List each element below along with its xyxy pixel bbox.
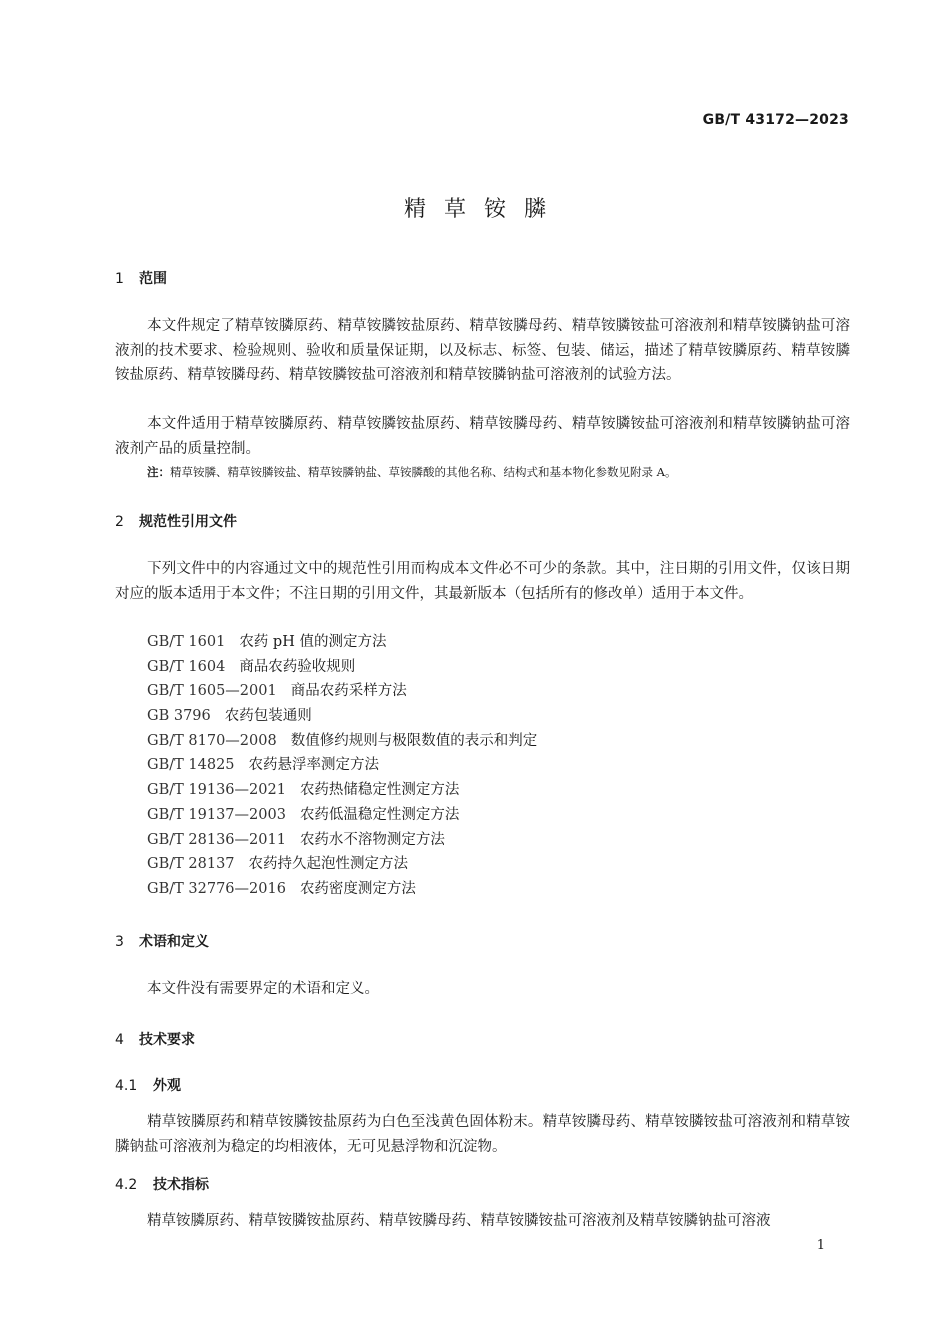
paragraph-text: 下列文件中的内容通过文中的规范性引用而构成本文件必不可少的条款。其中，注日期的引用文件，仅该日期对应的版本适用于本文件；不注日期的引用文件，其最新版本（包括所有的修改单）适用于本文件。 (115, 561, 850, 602)
section-2-paragraph-1 (115, 557, 850, 606)
reference-title: 农药 pH 值的测定方法 (239, 634, 387, 650)
paragraph-text: 精草铵膦原药和精草铵膦铵盐原药为白色至浅黄色固体粉末。精草铵膦母药、精草铵膦铵盐可溶液剂和精草铵膦钠盐可溶液剂为稳定的均相液体，无可见悬浮物和沉淀物。 (115, 1114, 850, 1155)
section-1-note (147, 463, 850, 481)
reference-code: GB/T 28137 (147, 856, 235, 873)
reference-item (147, 828, 847, 853)
reference-code: GB/T 1605—2001 (147, 683, 277, 700)
section-number: 2 (115, 514, 124, 530)
section-number: 4.2 (115, 1177, 138, 1193)
section-4-1-paragraph (115, 1110, 850, 1159)
section-number: 3 (115, 934, 124, 950)
section-title: 规范性引用文件 (139, 514, 237, 530)
reference-item (147, 877, 847, 902)
reference-item (147, 803, 847, 828)
reference-title: 农药密度测定方法 (299, 880, 416, 897)
section-1-paragraph-2 (115, 412, 850, 461)
reference-title: 数值修约规则与极限数值的表示和判定 (290, 732, 538, 749)
reference-item (147, 778, 847, 803)
reference-code: GB/T 8170—2008 (147, 732, 277, 749)
section-1-paragraph-1 (115, 314, 850, 388)
normative-references-list (147, 630, 847, 902)
reference-item (147, 630, 847, 655)
reference-item (147, 679, 847, 704)
note-label: 注： (147, 465, 170, 479)
reference-code: GB 3796 (147, 708, 211, 725)
reference-code: GB/T 1601 (147, 634, 226, 650)
reference-item (147, 729, 847, 754)
reference-item (147, 753, 847, 778)
section-title: 技术要求 (139, 1032, 195, 1048)
section-1-heading (115, 268, 167, 288)
reference-item (147, 704, 847, 729)
paragraph-text: 本文件没有需要界定的术语和定义。 (147, 981, 379, 997)
standard-code: GB/T 43172—2023 (702, 112, 849, 128)
section-4-2-heading (115, 1174, 209, 1194)
section-number: 4.1 (115, 1078, 138, 1094)
section-4-2-paragraph (115, 1209, 850, 1234)
section-title: 技术指标 (153, 1177, 209, 1193)
section-number: 1 (115, 271, 124, 287)
reference-title: 农药水不溶物测定方法 (299, 831, 445, 848)
section-4-1-heading (115, 1075, 181, 1095)
reference-item (147, 852, 847, 877)
section-number: 4 (115, 1032, 124, 1048)
reference-code: GB/T 19136—2021 (147, 782, 286, 799)
section-title: 外观 (153, 1078, 181, 1094)
reference-code: GB/T 1604 (147, 658, 226, 675)
page-number: 1 (816, 1238, 825, 1253)
section-title: 术语和定义 (139, 934, 209, 950)
section-4-heading (115, 1029, 195, 1049)
document-title: 精草铵膦 (403, 197, 564, 222)
section-3-heading (115, 931, 209, 951)
reference-title: 商品农药采样方法 (290, 683, 407, 700)
reference-title: 农药低温稳定性测定方法 (299, 806, 460, 823)
reference-title: 农药悬浮率测定方法 (248, 757, 380, 774)
section-title: 范围 (139, 271, 167, 287)
reference-code: GB/T 28136—2011 (147, 831, 286, 848)
reference-title: 农药热储稳定性测定方法 (299, 782, 460, 799)
reference-title: 商品农药验收规则 (239, 658, 356, 675)
reference-code: GB/T 14825 (147, 757, 235, 774)
reference-item (147, 655, 847, 680)
reference-code: GB/T 32776—2016 (147, 880, 286, 897)
paragraph-text: 精草铵膦原药、精草铵膦铵盐原药、精草铵膦母药、精草铵膦铵盐可溶液剂及精草铵膦钠盐可溶液 (147, 1213, 771, 1229)
reference-title: 农药持久起泡性测定方法 (248, 856, 409, 873)
reference-title: 农药包装通则 (224, 708, 312, 725)
note-text: 精草铵膦、精草铵膦铵盐、精草铵膦钠盐、草铵膦酸的其他名称、结构式和基本物化参数见附录 A。 (170, 465, 677, 479)
reference-code: GB/T 19137—2003 (147, 806, 286, 823)
paragraph-text: 本文件适用于精草铵膦原药、精草铵膦铵盐原药、精草铵膦母药、精草铵膦铵盐可溶液剂和精草铵膦钠盐可溶液剂产品的质量控制。 (115, 416, 850, 457)
paragraph-text: 本文件规定了精草铵膦原药、精草铵膦铵盐原药、精草铵膦母药、精草铵膦铵盐可溶液剂和精草铵膦钠盐可溶液剂的技术要求、检验规则、验收和质量保证期，以及标志、标签、包装、储运，描述了精草铵膦原药、精草铵膦铵盐原药、精草铵膦母药、精草铵膦铵盐可溶液剂和精草铵膦钠盐可溶液剂的试验方法。 (115, 318, 850, 383)
section-2-heading (115, 511, 237, 531)
section-3-paragraph-1 (115, 977, 850, 1002)
